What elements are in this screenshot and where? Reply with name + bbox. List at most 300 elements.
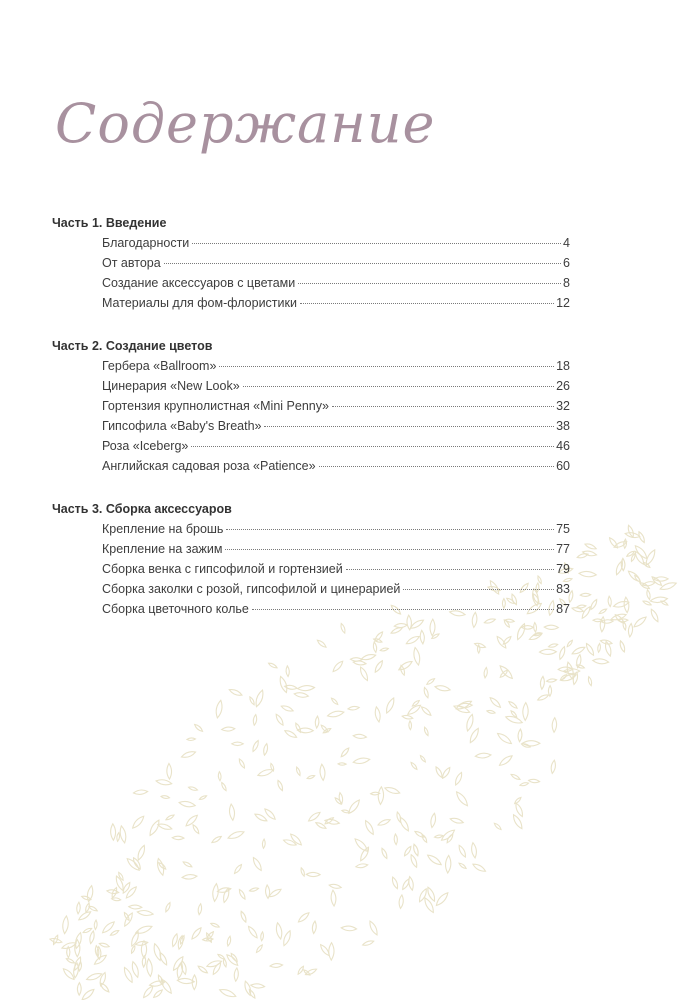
entry-page: 4 xyxy=(563,236,570,250)
entry-page: 18 xyxy=(556,359,570,373)
leaf-icon xyxy=(281,704,294,712)
entry-title: Крепление на зажим xyxy=(102,542,223,556)
leaf-icon xyxy=(165,814,175,821)
leaf-icon xyxy=(172,836,184,840)
leaf-icon xyxy=(219,987,237,998)
leaf-icon xyxy=(327,710,345,719)
leaf-icon xyxy=(523,703,529,721)
leaf-icon xyxy=(329,883,342,889)
entry-page: 6 xyxy=(563,256,570,270)
leaf-icon xyxy=(182,874,197,880)
leaf-icon xyxy=(537,693,549,701)
leaf-icon xyxy=(262,839,265,848)
leaf-icon xyxy=(297,685,314,691)
leaf-icon xyxy=(353,757,370,765)
leaf-icon xyxy=(282,930,293,947)
leaf-icon xyxy=(398,895,403,909)
entry-title: Цинерария «New Look» xyxy=(102,379,240,393)
leaf-icon xyxy=(218,772,221,781)
leaf-icon xyxy=(430,813,437,828)
leaf-icon xyxy=(514,802,524,817)
leaf-icon xyxy=(199,795,207,801)
leaf-icon xyxy=(342,809,351,813)
leaf-icon xyxy=(212,883,219,901)
dot-leader xyxy=(191,446,554,447)
leaf-icon xyxy=(110,824,115,841)
leaf-icon xyxy=(644,549,657,567)
entry-title: От автора xyxy=(102,256,161,270)
leaf-icon xyxy=(498,754,513,767)
leaf-icon xyxy=(384,697,396,714)
leaf-icon xyxy=(409,854,418,868)
leaf-icon xyxy=(187,738,196,741)
leaf-icon xyxy=(305,968,318,977)
leaf-icon xyxy=(300,867,305,876)
leaf-icon xyxy=(307,811,321,823)
leaf-icon xyxy=(412,844,419,857)
dot-leader xyxy=(219,366,554,367)
leaf-icon xyxy=(255,944,263,953)
leaf-icon xyxy=(228,688,242,697)
leaf-icon xyxy=(419,755,426,763)
leaf-icon xyxy=(338,763,346,766)
leaf-icon xyxy=(62,916,69,934)
leaf-icon xyxy=(654,577,668,581)
leaf-icon xyxy=(238,758,246,769)
leaf-icon xyxy=(454,790,469,807)
dot-leader xyxy=(264,426,554,427)
leaf-icon xyxy=(493,822,502,830)
leaf-icon xyxy=(410,761,418,770)
dot-leader xyxy=(225,549,554,550)
leaf-icon xyxy=(550,760,556,774)
entry-page: 77 xyxy=(556,542,570,556)
leaf-icon xyxy=(496,731,513,745)
toc-section-2 xyxy=(52,336,570,476)
leaf-icon xyxy=(182,861,192,868)
toc-entry[interactable] xyxy=(102,456,570,476)
toc-section-1 xyxy=(52,213,570,313)
leaf-icon xyxy=(330,697,338,705)
leaf-icon xyxy=(396,812,402,823)
leaf-icon xyxy=(434,834,443,838)
leaf-icon xyxy=(192,824,200,835)
leaf-icon xyxy=(423,727,429,737)
leaf-icon xyxy=(78,961,82,971)
leaf-icon xyxy=(275,713,285,726)
leaf-icon xyxy=(66,957,75,964)
toc-entry[interactable] xyxy=(102,233,570,253)
leaf-icon xyxy=(329,943,335,961)
leaf-icon xyxy=(284,729,298,739)
leaf-icon xyxy=(646,589,651,599)
leaf-icon xyxy=(394,834,398,845)
leaf-icon xyxy=(350,657,362,661)
leaf-icon xyxy=(628,623,633,637)
leaf-icon xyxy=(136,844,146,860)
dot-leader xyxy=(243,386,554,387)
leaf-icon xyxy=(312,921,317,934)
leaf-icon xyxy=(234,968,239,982)
entry-title: Создание аксессуаров с цветами xyxy=(102,276,296,290)
leaf-icon xyxy=(278,676,289,694)
leaf-icon xyxy=(510,773,521,781)
leaf-icon xyxy=(378,787,384,805)
leaf-icon xyxy=(426,678,435,686)
leaf-icon xyxy=(221,727,234,732)
leaf-icon xyxy=(283,838,297,846)
leaf-icon xyxy=(471,842,478,858)
leaf-icon xyxy=(434,766,443,779)
leaf-icon xyxy=(475,753,491,759)
leaf-icon xyxy=(135,924,153,935)
entry-page: 83 xyxy=(556,582,570,596)
leaf-icon xyxy=(131,815,146,830)
leaf-icon xyxy=(230,952,239,962)
leaf-icon xyxy=(315,716,319,728)
leaf-icon xyxy=(397,660,413,672)
leaf-icon xyxy=(181,750,197,759)
leaf-icon xyxy=(254,812,268,822)
leaf-icon xyxy=(619,640,626,652)
leaf-icon xyxy=(582,550,597,557)
leaf-icon xyxy=(319,764,325,781)
toc-entry[interactable] xyxy=(102,273,570,293)
leaf-icon xyxy=(368,920,379,936)
leaf-icon xyxy=(240,911,248,923)
leaf-icon xyxy=(577,552,589,559)
leaf-icon xyxy=(421,834,428,843)
toc-entry[interactable] xyxy=(102,293,570,313)
toc-entry[interactable] xyxy=(102,599,570,619)
leaf-icon xyxy=(435,684,451,692)
toc-entry[interactable] xyxy=(102,539,570,559)
leaf-icon xyxy=(257,768,274,778)
leaf-icon xyxy=(227,830,245,841)
leaf-icon xyxy=(188,786,198,791)
leaf-icon xyxy=(373,642,378,653)
toc-entry[interactable] xyxy=(102,519,570,539)
leaf-icon xyxy=(171,933,179,947)
leaf-icon xyxy=(579,571,597,578)
leaf-icon xyxy=(157,822,172,831)
leaf-icon xyxy=(361,653,376,661)
leaf-icon xyxy=(338,792,343,804)
leaf-icon xyxy=(229,804,236,821)
leaf-icon xyxy=(249,696,256,705)
leaf-icon xyxy=(334,797,342,805)
leaf-icon xyxy=(592,658,608,664)
leaf-icon xyxy=(489,696,502,709)
leaf-icon xyxy=(374,706,381,722)
leaf-icon xyxy=(85,903,91,913)
section-title: Часть 3. Сборка аксессуаров xyxy=(52,502,232,516)
leaf-icon xyxy=(598,608,607,615)
leaf-icon xyxy=(420,705,432,716)
leaf-icon xyxy=(137,910,153,917)
leaf-icon xyxy=(391,876,399,889)
leaf-icon xyxy=(119,825,127,843)
toc-entry[interactable] xyxy=(102,356,570,376)
leaf-icon xyxy=(585,642,596,656)
leaf-icon xyxy=(212,962,223,976)
leaf-icon xyxy=(633,615,648,628)
leaf-icon xyxy=(380,848,388,860)
leaf-icon xyxy=(434,891,449,907)
toc-entry[interactable] xyxy=(102,436,570,456)
leaf-icon xyxy=(356,863,369,868)
leaf-icon xyxy=(276,780,283,792)
leaf-icon xyxy=(260,932,264,941)
leaf-icon xyxy=(223,958,228,967)
leaf-icon xyxy=(146,958,153,976)
leaf-icon xyxy=(294,692,309,699)
entry-title: Благодарности xyxy=(102,236,190,250)
leaf-icon xyxy=(353,837,369,853)
leaf-icon xyxy=(548,643,558,648)
leaf-icon xyxy=(76,902,80,914)
dot-leader xyxy=(298,283,561,284)
toc-entry[interactable] xyxy=(102,559,570,579)
leaf-icon xyxy=(602,619,614,623)
leaf-icon xyxy=(94,920,98,930)
leaf-icon xyxy=(539,649,556,654)
leaf-icon xyxy=(364,819,376,835)
leaf-icon xyxy=(552,718,557,733)
dot-leader xyxy=(252,609,554,610)
leaf-icon xyxy=(99,942,110,948)
leaf-icon xyxy=(142,985,155,999)
leaf-icon xyxy=(226,936,231,947)
leaf-icon xyxy=(384,786,400,795)
leaf-icon xyxy=(131,961,141,978)
leaf-icon xyxy=(268,662,278,669)
leaf-icon xyxy=(468,727,480,744)
leaf-icon xyxy=(270,963,283,968)
leaf-icon xyxy=(89,931,96,944)
leaf-icon xyxy=(402,715,413,720)
entry-title: Сборка заколки с розой, гипсофилой и цинерарией xyxy=(102,582,401,596)
leaf-icon xyxy=(331,890,337,906)
leaf-icon xyxy=(211,835,222,844)
entry-title: Крепление на брошь xyxy=(102,522,224,536)
leaf-icon xyxy=(465,714,475,732)
entry-title: Роза «Iceberg» xyxy=(102,439,189,453)
leaf-icon xyxy=(179,800,196,808)
leaf-icon xyxy=(148,819,161,837)
leaf-icon xyxy=(253,714,258,725)
leaf-icon xyxy=(659,581,677,592)
entry-page: 75 xyxy=(556,522,570,536)
leaf-icon xyxy=(558,646,566,660)
leaf-icon xyxy=(649,608,659,622)
leaf-icon xyxy=(454,772,464,786)
entry-page: 60 xyxy=(556,459,570,473)
leaf-icon xyxy=(445,855,451,873)
dot-leader xyxy=(403,589,554,590)
leaf-icon xyxy=(426,853,442,867)
leaf-icon xyxy=(626,550,635,557)
leaf-icon xyxy=(589,599,598,611)
leaf-icon xyxy=(580,593,591,597)
entry-title: Английская садовая роза «Patience» xyxy=(102,459,316,473)
leaf-icon xyxy=(340,747,350,758)
leaf-icon xyxy=(194,723,204,732)
section-title: Часть 2. Создание цветов xyxy=(52,339,213,353)
leaf-icon xyxy=(247,925,259,939)
leaf-icon xyxy=(263,743,269,755)
table-of-contents xyxy=(52,213,570,642)
toc-entry[interactable] xyxy=(102,416,570,436)
leaf-icon xyxy=(77,983,81,996)
leaf-icon xyxy=(577,604,587,608)
leaf-icon xyxy=(518,729,523,742)
leaf-icon xyxy=(297,911,310,923)
entry-title: Сборка венка с гипсофилой и гортензией xyxy=(102,562,343,576)
leaf-icon xyxy=(520,782,529,787)
leaf-icon xyxy=(584,542,597,550)
dot-leader xyxy=(346,569,554,570)
leaf-icon xyxy=(374,660,385,674)
leaf-icon xyxy=(243,980,252,996)
leaf-icon xyxy=(353,734,367,739)
leaf-icon xyxy=(508,700,518,709)
leaf-icon xyxy=(49,937,62,944)
leaf-icon xyxy=(441,766,451,779)
leaf-icon xyxy=(359,666,370,682)
leaf-icon xyxy=(251,856,263,871)
toc-entry[interactable] xyxy=(102,579,570,599)
leaf-icon xyxy=(307,775,315,780)
toc-entry[interactable] xyxy=(102,253,570,273)
leaf-icon xyxy=(251,983,265,989)
leaf-icon xyxy=(286,666,290,677)
entry-title: Сборка цветочного колье xyxy=(102,602,249,616)
leaf-icon xyxy=(249,887,259,892)
toc-entry[interactable] xyxy=(102,396,570,416)
entry-title: Материалы для фом-флористики xyxy=(102,296,297,310)
leaf-icon xyxy=(613,600,630,609)
leaf-icon xyxy=(362,940,374,947)
leaf-icon xyxy=(332,660,345,673)
dot-leader xyxy=(300,303,554,304)
entry-page: 32 xyxy=(556,399,570,413)
leaf-icon xyxy=(423,687,430,698)
toc-section-3 xyxy=(52,499,570,619)
leaf-icon xyxy=(130,945,136,954)
leaf-icon xyxy=(458,862,467,869)
entry-page: 87 xyxy=(556,602,570,616)
leaf-icon xyxy=(642,581,655,587)
leaf-icon xyxy=(221,782,228,791)
leaf-icon xyxy=(222,888,230,903)
entry-title: Гортензия крупнолистная «Mini Penny» xyxy=(102,399,329,413)
leaf-icon xyxy=(141,941,146,958)
leaf-icon xyxy=(457,844,467,858)
leaf-icon xyxy=(418,888,429,903)
leaf-icon xyxy=(587,676,592,686)
leaf-icon xyxy=(167,763,172,779)
leaf-icon xyxy=(380,647,389,651)
toc-entry[interactable] xyxy=(102,376,570,396)
leaf-icon xyxy=(483,667,487,678)
leaf-icon xyxy=(83,927,93,934)
leaf-icon xyxy=(232,742,244,745)
leaf-icon xyxy=(622,621,626,630)
leaf-icon xyxy=(294,722,301,733)
leaf-icon xyxy=(81,988,96,1000)
entry-page: 46 xyxy=(556,439,570,453)
leaf-icon xyxy=(597,643,601,652)
leaf-icon xyxy=(215,700,224,719)
leaf-icon xyxy=(514,796,522,804)
leaf-icon xyxy=(409,721,412,730)
leaf-icon xyxy=(110,929,120,936)
leaf-icon xyxy=(423,897,436,914)
dot-leader xyxy=(332,406,554,407)
leaf-icon xyxy=(306,872,320,876)
leaf-icon xyxy=(190,926,202,940)
leaf-icon xyxy=(348,706,360,711)
leaf-icon xyxy=(197,903,202,915)
leaf-icon xyxy=(487,710,496,714)
leaf-icon xyxy=(254,689,265,707)
leaf-icon xyxy=(161,795,170,799)
leaf-icon xyxy=(571,645,586,655)
entry-page: 79 xyxy=(556,562,570,576)
leaf-icon xyxy=(412,647,421,666)
leaf-icon xyxy=(546,678,556,682)
page-title: Содержание xyxy=(55,92,436,155)
leaf-icon xyxy=(238,889,247,900)
dot-leader xyxy=(164,263,561,264)
leaf-icon xyxy=(184,814,198,828)
entry-title: Гербера «Ballroom» xyxy=(102,359,217,373)
leaf-icon xyxy=(116,832,120,841)
dot-leader xyxy=(226,529,554,530)
leaf-icon xyxy=(625,531,641,539)
leaf-icon xyxy=(233,863,243,874)
leaf-icon xyxy=(133,789,148,795)
leaf-icon xyxy=(125,885,138,899)
entry-page: 38 xyxy=(556,419,570,433)
dot-leader xyxy=(319,466,555,467)
entry-page: 26 xyxy=(556,379,570,393)
leaf-icon xyxy=(153,989,164,999)
leaf-icon xyxy=(615,560,625,576)
leaf-icon xyxy=(129,905,142,910)
entry-page: 12 xyxy=(556,296,570,310)
leaf-icon xyxy=(341,926,357,932)
leaf-icon xyxy=(158,951,168,965)
leaf-icon xyxy=(275,922,283,939)
leaf-icon xyxy=(398,816,410,832)
leaf-icon xyxy=(414,830,425,838)
leaf-icon xyxy=(210,922,220,928)
leaf-icon xyxy=(123,912,130,921)
leaf-icon xyxy=(472,862,487,873)
leaf-icon xyxy=(295,767,301,777)
leaf-icon xyxy=(522,741,540,746)
leaf-icon xyxy=(608,596,612,607)
leaf-icon xyxy=(528,779,539,783)
leaf-icon xyxy=(540,676,545,689)
leaf-icon xyxy=(450,817,464,825)
dot-leader xyxy=(192,243,561,244)
section-title: Часть 1. Введение xyxy=(52,216,167,230)
leaf-icon xyxy=(111,897,120,901)
entry-title: Гипсофила «Baby's Breath» xyxy=(102,419,262,433)
